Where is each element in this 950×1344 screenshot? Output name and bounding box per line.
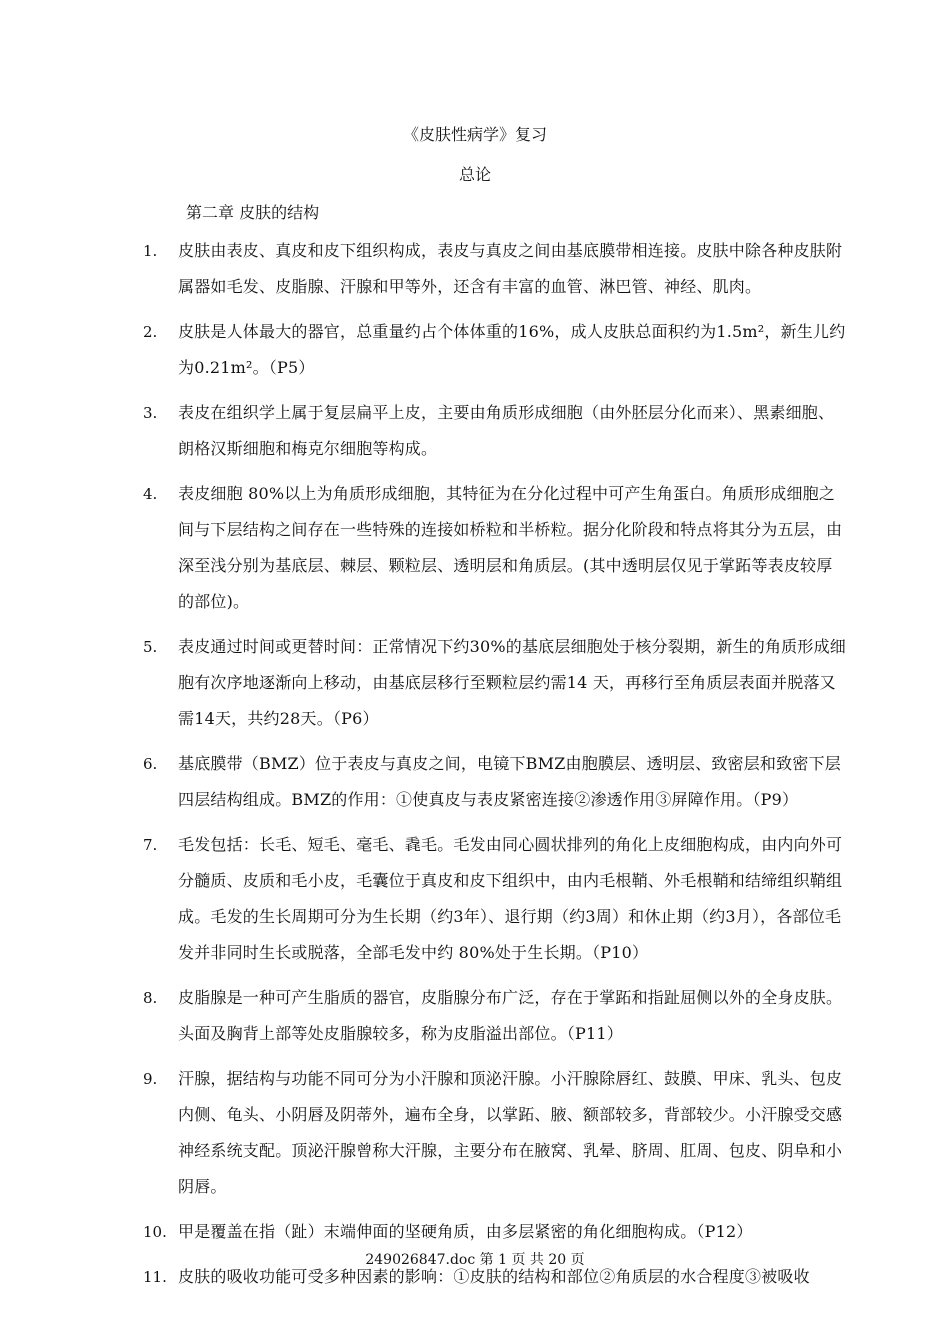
list-number: 1. — [143, 242, 158, 260]
list-text: 皮肤由表皮、真皮和皮下组织构成，表皮与真皮之间由基底膜带相连接。皮肤中除各种皮肤附属器如毛发、皮脂腺、汗腺和甲等外，还含有丰富的血管、淋巴管、神经、肌肉。 — [178, 241, 843, 296]
list-text: 表皮细胞 80%以上为角质形成细胞，其特征为在分化过程中可产生角蛋白。角质形成细胞之间与下层结构之间存在一些特殊的连接如桥粒和半桥粒。据分化阶段和特点将其分为五层，由深至浅分别为基底层、棘层、颗粒层、透明层和角质层。(其中透明层仅见于掌跖等表皮较厚的部位)。 — [178, 484, 843, 611]
list-item — [0, 980, 950, 1052]
list-number: 2. — [143, 323, 158, 341]
list-item — [0, 1214, 950, 1250]
list-item — [0, 476, 950, 620]
list-item — [0, 314, 950, 386]
numbered-list — [0, 233, 950, 1304]
list-item — [0, 746, 950, 818]
list-text: 汗腺，据结构与功能不同可分为小汗腺和顶泌汗腺。小汗腺除唇红、鼓膜、甲床、乳头、包皮内侧、龟头、小阴唇及阴蒂外，遍布全身，以掌跖、腋、额部较多，背部较少。小汗腺受交感神经系统支配。顶泌汗腺曾称大汗腺，主要分布在腋窝、乳晕、脐周、肛周、包皮、阴阜和小阴唇。 — [178, 1069, 843, 1196]
list-text: 皮肤是人体最大的器官，总重量约占个体体重的16%，成人皮肤总面积约为1.5m²，新生儿约为0.21m²。（P5） — [178, 322, 846, 377]
list-item — [0, 827, 950, 971]
list-text: 基底膜带（BMZ）位于表皮与真皮之间，电镜下BMZ由胞膜层、透明层、致密层和致密下层四层结构组成。BMZ的作用：①使真皮与表皮紧密连接②渗透作用③屏障作用。（P9） — [178, 754, 841, 809]
list-item — [0, 1061, 950, 1205]
list-number: 4. — [143, 485, 158, 503]
list-number: 3. — [143, 404, 158, 422]
list-item — [0, 629, 950, 737]
section-heading: 总论 — [458, 165, 491, 184]
document-title: 《皮肤性病学》复习 — [402, 125, 547, 144]
list-number: 11. — [143, 1268, 167, 1286]
chapter-heading: 第二章 皮肤的结构 — [186, 203, 320, 222]
list-text: 表皮在组织学上属于复层扁平上皮，主要由角质形成细胞（由外胚层分化而来）、黑素细胞、朗格汉斯细胞和梅克尔细胞等构成。 — [178, 403, 835, 458]
list-text: 皮脂腺是一种可产生脂质的器官，皮脂腺分布广泛，存在于掌跖和指趾屈侧以外的全身皮肤。头面及胸背上部等处皮脂腺较多，称为皮脂溢出部位。（P11） — [178, 988, 843, 1043]
list-number: 7. — [143, 836, 158, 854]
list-item — [0, 395, 950, 467]
list-text: 甲是覆盖在指（趾）末端伸面的坚硬角质，由多层紧密的角化细胞构成。（P12） — [178, 1222, 753, 1241]
list-number: 8. — [143, 989, 158, 1007]
list-number: 5. — [143, 638, 158, 656]
list-number: 9. — [143, 1070, 158, 1088]
list-text: 毛发包括：长毛、短毛、毫毛、毳毛。毛发由同心圆状排列的角化上皮细胞构成，由内向外可分髓质、皮质和毛小皮，毛囊位于真皮和皮下组织中，由内毛根鞘、外毛根鞘和结缔组织鞘组成。毛发的生长周期可分为生长期（约3年）、退行期（约3周）和休止期（约3月），各部位毛发并非同时生长或脱落，全部毛发中约 80%处于生长期。（P10） — [178, 835, 843, 962]
list-number: 10. — [143, 1223, 167, 1241]
list-item — [0, 233, 950, 305]
list-text: 皮肤的吸收功能可受多种因素的影响：①皮肤的结构和部位②角质层的水合程度③被吸收 — [178, 1267, 810, 1286]
list-number: 6. — [143, 755, 158, 773]
page-footer: 249026847.doc 第 1 页 共 20 页 — [365, 1252, 585, 1268]
list-text: 表皮通过时间或更替时间：正常情况下约30%的基底层细胞处于核分裂期，新生的角质形成细胞有次序地逐渐向上移动，由基底层移行至颗粒层约需14 天，再移行至角质层表面并脱落又需14天，共约28天。（P6） — [178, 637, 846, 728]
